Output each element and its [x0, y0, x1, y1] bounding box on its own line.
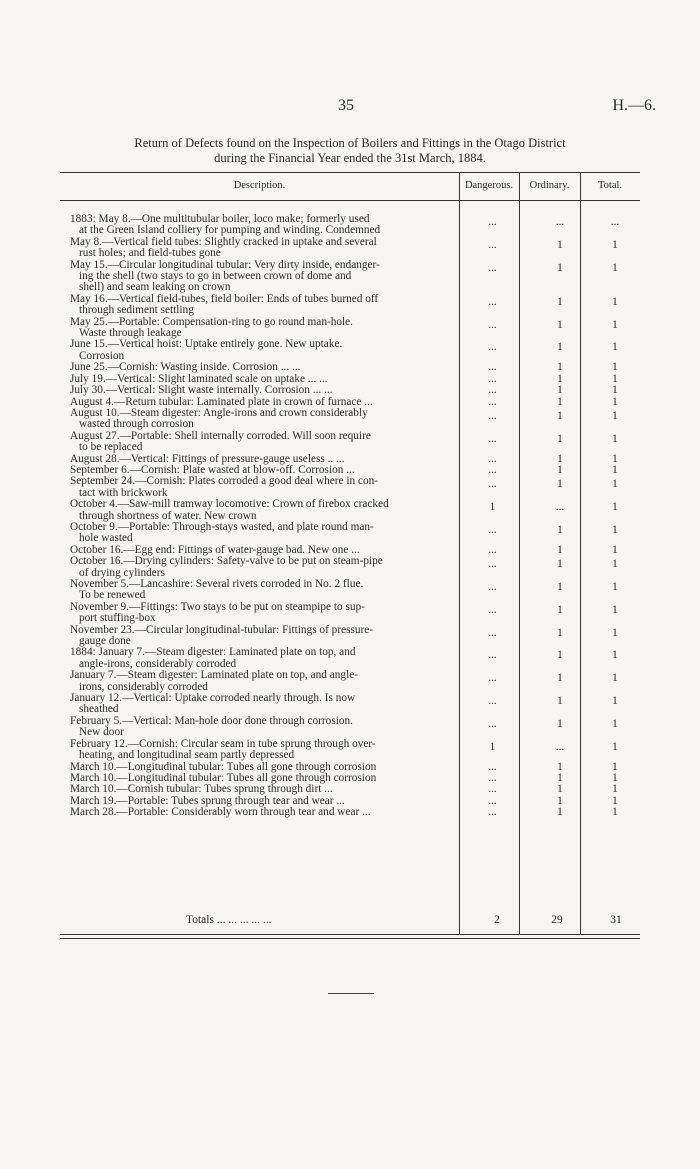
row-description — [70, 260, 455, 294]
row-dangerous: ... — [488, 395, 497, 408]
defects-table-body — [70, 214, 640, 819]
row-ordinary: 1 — [557, 261, 563, 274]
row-total: 1 — [612, 478, 618, 491]
row-dangerous: ... — [488, 603, 497, 616]
row-total: 1 — [612, 463, 618, 476]
page-title — [60, 136, 640, 166]
row-description-line: March 10.—Cornish tubular: Tubes sprung through dirt ... — [70, 783, 333, 796]
row-dangerous: ... — [488, 409, 497, 422]
row-ordinary: 1 — [557, 341, 563, 354]
row-ordinary: 1 — [557, 717, 563, 730]
row-description-line: October 9.—Portable: Through-stays wasted, and plate round man- — [70, 520, 374, 533]
row-description — [70, 579, 455, 602]
totals-label: Totals ... ... ... ... ... — [186, 914, 272, 926]
row-ordinary: 1 — [557, 318, 563, 331]
table-row — [70, 693, 640, 716]
row-description — [70, 625, 455, 648]
row-dangerous: ... — [488, 463, 497, 476]
row-total: ... — [610, 216, 620, 228]
row-ordinary: 1 — [557, 581, 563, 593]
row-dangerous: ... — [488, 543, 497, 556]
table-row — [70, 431, 640, 454]
table-row — [70, 408, 640, 431]
row-description — [70, 602, 455, 625]
row-total: 1 — [612, 581, 618, 593]
row-dangerous: ... — [488, 478, 497, 491]
row-total: 1 — [612, 794, 618, 807]
table-row — [70, 625, 640, 648]
row-description-line: November 9.—Fittings: Two stays to be put on steampipe to sup- — [70, 600, 365, 613]
row-description-continuation: Waste through leakage — [79, 327, 182, 340]
table-row — [70, 807, 640, 818]
row-description — [70, 556, 455, 579]
row-description — [70, 362, 455, 373]
row-total: 1 — [612, 558, 618, 571]
row-description-line: September 6.—Cornish: Plate wasted at blow-off. Corrosion ... — [70, 463, 355, 476]
row-description — [70, 408, 455, 431]
row-description-line: June 25.—Cornish: Wasting inside. Corrosion ... ... — [70, 361, 301, 374]
table-row — [70, 499, 640, 522]
row-dangerous: ... — [488, 771, 497, 784]
totals-total: 31 — [610, 914, 622, 926]
row-ordinary: 1 — [557, 760, 563, 773]
row-description — [70, 499, 455, 522]
document-reference: H.—6. — [612, 97, 656, 114]
row-total: 1 — [612, 717, 618, 730]
table-row — [70, 339, 640, 362]
title-line-2: during the Financial Year ended the 31st March, 1884. — [214, 151, 486, 165]
row-dangerous: ... — [488, 783, 497, 796]
row-ordinary: 1 — [557, 806, 563, 819]
row-total: 1 — [612, 501, 618, 514]
row-ordinary: 1 — [557, 603, 563, 616]
row-dangerous: ... — [488, 806, 497, 819]
row-description-line: January 7.—Steam digester: Laminated plate on top, and angle- — [70, 669, 358, 682]
row-description-continuation: of drying cylinders — [79, 566, 165, 579]
row-description-line: February 5.—Vertical: Man-hole door done through corrosion. — [70, 714, 353, 727]
row-total: 1 — [612, 695, 618, 708]
row-ordinary: 1 — [557, 395, 563, 408]
totals-ordinary: 29 — [551, 914, 563, 926]
table-row — [70, 647, 640, 670]
row-description-continuation: through shortness of water. New crown — [79, 509, 257, 522]
row-ordinary: 1 — [557, 543, 563, 556]
row-description-continuation: Corrosion — [79, 349, 125, 362]
row-dangerous: ... — [488, 452, 497, 465]
column-header-total: Total. — [597, 180, 623, 191]
table-row — [70, 237, 640, 260]
row-ordinary: 1 — [557, 238, 563, 251]
row-total: 1 — [612, 395, 618, 408]
row-ordinary: ... — [555, 740, 565, 753]
row-dangerous: ... — [488, 361, 497, 374]
row-description-line: January 12.—Vertical: Uptake corroded nearly through. Is now — [70, 692, 356, 705]
row-description-line: 1883: May 8.—One multitubular boiler, loco make; formerly used — [70, 213, 370, 225]
row-description-line: March 28.—Portable: Considerably worn through tear and wear ... — [70, 806, 371, 819]
row-dangerous: 1 — [489, 501, 496, 514]
row-total: 1 — [612, 523, 618, 536]
table-row — [70, 556, 640, 579]
totals-row — [60, 914, 640, 930]
row-dangerous: ... — [488, 672, 497, 685]
table-row — [70, 260, 640, 294]
row-description-line: May 25.—Portable: Compensation-ring to go round man-hole. — [70, 315, 354, 328]
row-description — [70, 807, 455, 818]
table-row — [70, 294, 640, 317]
row-description-line: August 4.—Return tubular: Laminated plate in crown of furnace ... — [70, 395, 373, 408]
row-description — [70, 237, 455, 260]
row-total: 1 — [612, 318, 618, 331]
row-total: 1 — [612, 771, 618, 784]
page-number: 35 — [338, 97, 354, 114]
row-description-continuation: heating, and longitudinal seam partly depressed — [79, 749, 295, 762]
row-dangerous: ... — [488, 372, 497, 385]
row-total: 1 — [612, 452, 618, 465]
row-ordinary: 1 — [557, 649, 563, 662]
table-row — [70, 385, 640, 396]
row-description — [70, 670, 455, 693]
row-total: 1 — [612, 672, 618, 685]
row-dangerous: ... — [488, 341, 497, 354]
row-description-continuation: at the Green Island colliery for pumping and winding. Condemned — [79, 224, 381, 237]
row-ordinary: ... — [555, 216, 565, 228]
row-dangerous: ... — [488, 794, 497, 807]
row-total: 1 — [612, 649, 618, 662]
row-description — [70, 784, 455, 795]
row-description — [70, 739, 455, 762]
row-description-line: 1884: January 7.—Steam digester: Laminated plate on top, and — [70, 646, 356, 659]
row-description — [70, 431, 455, 454]
row-dangerous: ... — [488, 523, 497, 536]
row-description-line: May 8.—Vertical field tubes: Slightly cracked in uptake and several — [70, 235, 377, 248]
row-ordinary: 1 — [557, 672, 563, 685]
row-dangerous: ... — [488, 295, 497, 308]
row-description-continuation: sheathed — [79, 703, 119, 716]
row-dangerous: ... — [488, 649, 497, 662]
row-dangerous: ... — [488, 261, 497, 274]
row-description — [70, 693, 455, 716]
row-ordinary: 1 — [557, 384, 563, 397]
table-top-rule — [60, 172, 640, 173]
row-description-line: November 5.—Lancashire: Several rivets corroded in No. 2 flue. — [70, 578, 364, 590]
row-total: 1 — [612, 295, 618, 308]
row-description-line: February 12.—Cornish: Circular seam in tube sprung through over- — [70, 737, 376, 750]
row-total: 1 — [612, 261, 618, 274]
row-ordinary: 1 — [557, 361, 563, 374]
row-description-line: October 4.—Saw-mill tramway locomotive: Crown of firebox cracked — [70, 498, 389, 511]
row-dangerous: ... — [488, 216, 497, 228]
row-ordinary: 1 — [557, 295, 563, 308]
row-dangerous: ... — [488, 558, 497, 571]
row-dangerous: ... — [488, 760, 497, 773]
row-dangerous: ... — [488, 717, 497, 730]
row-dangerous: ... — [488, 695, 497, 708]
row-total: 1 — [612, 760, 618, 773]
row-ordinary: 1 — [557, 452, 563, 465]
row-description-continuation: wasted through corrosion — [79, 418, 194, 431]
row-description — [70, 214, 455, 237]
row-description — [70, 385, 455, 396]
row-description — [70, 647, 455, 670]
row-dangerous: ... — [488, 581, 497, 593]
row-dangerous: ... — [488, 626, 497, 639]
row-description-continuation: to be replaced — [79, 441, 143, 454]
row-description-line: July 19.—Vertical: Slight laminated scale on uptake ... ... — [70, 372, 328, 385]
row-description-line: August 28.—Vertical: Fittings of pressure-gauge useless .. ... — [70, 452, 345, 465]
row-total: 1 — [612, 783, 618, 796]
table-row — [70, 716, 640, 739]
row-description — [70, 476, 455, 499]
row-description-line: August 27.—Portable: Shell internally corroded. Will soon require — [70, 429, 371, 442]
row-description-line: September 24.—Cornish: Plates corroded a good deal where in con- — [70, 475, 379, 488]
row-total: 1 — [612, 384, 618, 397]
row-ordinary: 1 — [557, 626, 563, 639]
row-description-line: August 10.—Steam digester: Angle-irons and crown considerably — [70, 406, 368, 419]
row-description-continuation: angle-irons, considerably corroded — [79, 657, 237, 670]
row-total: 1 — [612, 361, 618, 374]
row-total: 1 — [612, 372, 618, 385]
row-ordinary: 1 — [557, 372, 563, 385]
row-description-continuation: New door — [79, 726, 124, 739]
row-dangerous: 1 — [489, 740, 496, 753]
row-description-line: June 15.—Vertical hoist: Uptake entirely gone. New uptake. — [70, 338, 343, 351]
row-ordinary: 1 — [557, 558, 563, 571]
row-ordinary: 1 — [557, 478, 563, 491]
row-total: 1 — [612, 626, 618, 639]
row-description — [70, 317, 455, 340]
end-rule — [328, 993, 374, 994]
table-row — [70, 362, 640, 373]
row-description — [70, 522, 455, 545]
row-description-line: May 15.—Circular longitudinal tubular: Very dirty inside, endanger- — [70, 258, 380, 271]
row-description-continuation: irons, considerably corroded — [79, 680, 208, 693]
row-description-continuation: gauge done — [79, 635, 131, 648]
table-bottom-rule — [60, 938, 640, 939]
table-row — [70, 602, 640, 625]
table-row — [70, 784, 640, 795]
table-row — [70, 476, 640, 499]
row-description-line: October 16.—Egg end: Fittings of water-gauge bad. New one ... — [70, 543, 360, 556]
row-description — [70, 339, 455, 362]
row-description-continuation: shell) and seam leaking on crown — [79, 281, 231, 294]
row-ordinary: 1 — [557, 432, 563, 445]
totals-rule — [60, 934, 640, 935]
row-ordinary: 1 — [557, 463, 563, 476]
row-description-line: May 16.—Vertical field-tubes, field boiler: Ends of tubes burned off — [70, 292, 379, 305]
row-description-continuation: rust holes; and field-tubes gone — [79, 247, 221, 260]
row-total: 1 — [612, 432, 618, 445]
row-ordinary: 1 — [557, 794, 563, 807]
row-description-line: July 30.—Vertical: Slight waste internally. Corrosion ... ... — [70, 384, 333, 397]
row-ordinary: 1 — [557, 695, 563, 708]
table-row — [70, 579, 640, 602]
row-description-continuation: through sediment settling — [79, 304, 194, 317]
table-row — [70, 214, 640, 237]
row-ordinary: 1 — [557, 523, 563, 536]
row-ordinary: 1 — [557, 783, 563, 796]
row-total: 1 — [612, 740, 618, 753]
row-description-line: March 10.—Longitudinal tubular: Tubes all gone through corrosion — [70, 771, 377, 784]
column-header-dangerous: Dangerous. — [464, 180, 514, 191]
page-header — [0, 97, 700, 117]
row-description-continuation: ing the shell (two stays to go in between crown of dome and — [79, 270, 352, 283]
table-row — [70, 739, 640, 762]
totals-dangerous: 2 — [494, 914, 500, 926]
row-total: 1 — [612, 806, 618, 819]
column-header-description: Description. — [233, 180, 286, 191]
row-description-continuation: To be renewed — [79, 589, 146, 602]
row-description-line: March 19.—Portable: Tubes sprung through tear and wear ... — [70, 794, 345, 807]
row-total: 1 — [612, 603, 618, 616]
row-description-continuation: tact with brickwork — [79, 486, 168, 499]
row-dangerous: ... — [488, 238, 497, 251]
row-total: 1 — [612, 409, 618, 422]
row-total: 1 — [612, 543, 618, 556]
row-ordinary: ... — [555, 501, 565, 514]
row-ordinary: 1 — [557, 771, 563, 784]
row-dangerous: ... — [488, 432, 497, 445]
row-description-line: March 10.—Longitudinal tubular: Tubes all gone through corrosion — [70, 760, 377, 773]
row-dangerous: ... — [488, 384, 497, 397]
row-description — [70, 294, 455, 317]
table-row — [70, 522, 640, 545]
row-total: 1 — [612, 238, 618, 251]
table-row — [70, 317, 640, 340]
row-description — [70, 716, 455, 739]
row-description-continuation: hole wasted — [79, 532, 133, 545]
table-header-rule — [60, 200, 640, 201]
table-row — [70, 670, 640, 693]
row-description-continuation: port stuffing-box — [79, 612, 156, 625]
column-header-ordinary: Ordinary. — [529, 180, 570, 191]
title-line-1: Return of Defects found on the Inspection of Boilers and Fittings in the Otago District — [134, 136, 566, 150]
row-description-line: November 23.—Circular longitudinal-tubular: Fittings of pressure- — [70, 623, 374, 636]
row-total: 1 — [612, 341, 618, 354]
row-ordinary: 1 — [557, 409, 563, 422]
row-dangerous: ... — [488, 318, 497, 331]
row-description-line: October 16.—Drying cylinders: Safety-valve to be put on steam-pipe — [70, 555, 383, 568]
